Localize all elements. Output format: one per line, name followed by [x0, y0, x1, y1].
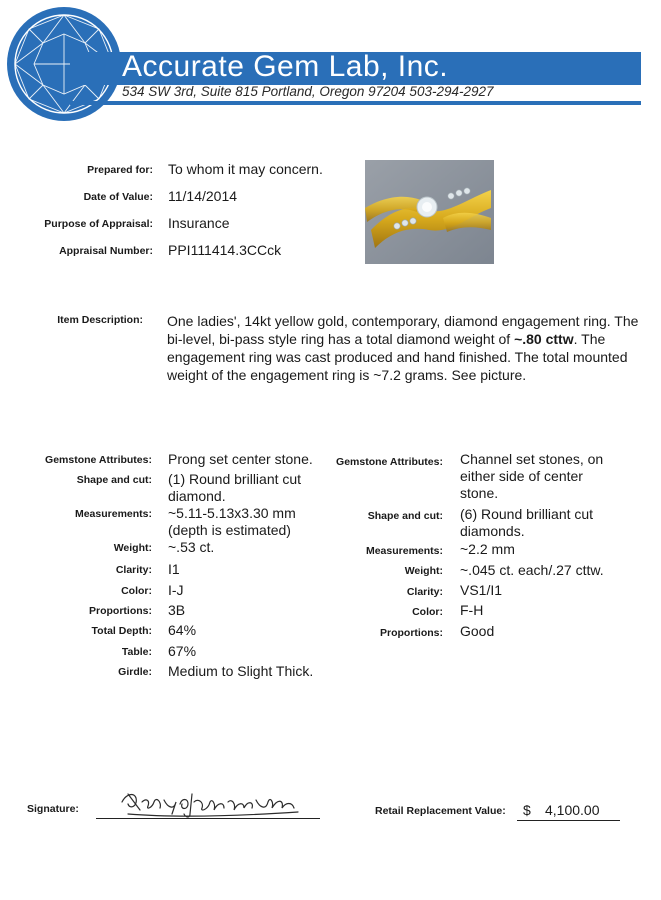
signature-line	[96, 818, 320, 819]
side-measurements-value: ~2.2 mm	[460, 541, 515, 557]
center-measurements-label: Measurements:	[74, 508, 152, 520]
purpose-label: Purpose of Appraisal:	[44, 218, 153, 230]
side-shape-line1: (6) Round brilliant cut	[460, 506, 594, 522]
side-shape-label: Shape and cut:	[367, 510, 443, 522]
center-attributes-label: Gemstone Attributes:	[45, 454, 152, 466]
center-weight-value: ~.53 ct.	[168, 539, 215, 555]
side-color-value: F-H	[460, 602, 484, 618]
appraisal-number-label: Appraisal Number:	[59, 245, 153, 257]
side-weight-value: ~.045 ct. each/.27 cttw.	[460, 562, 604, 578]
center-shape-label: Shape and cut:	[76, 474, 152, 486]
item-description	[167, 312, 647, 384]
center-weight-label: Weight:	[113, 542, 152, 554]
date-label: Date of Value:	[83, 191, 153, 203]
center-girdle-label: Girdle:	[118, 666, 152, 678]
company-name: Accurate Gem Lab, Inc.	[122, 50, 449, 83]
retail-value-label: Retail Replacement Value:	[375, 805, 506, 817]
center-measurements-line2: (depth is estimated)	[168, 522, 291, 538]
ring-photo-icon	[365, 160, 494, 264]
item-description-label: Item Description:	[57, 314, 143, 326]
date-value: 11/14/2014	[168, 188, 238, 204]
prepared-for-value: To whom it may concern.	[168, 161, 323, 177]
center-shape-line1: (1) Round brilliant cut	[168, 471, 302, 487]
appraisal-number-value: PPI111414.3CCck	[168, 242, 282, 258]
center-table-label: Table:	[121, 646, 152, 658]
header-rule	[70, 101, 641, 105]
side-clarity-label: Clarity:	[406, 586, 443, 598]
side-color-label: Color:	[412, 606, 443, 618]
center-proportions-value: 3B	[168, 602, 186, 618]
center-clarity-label: Clarity:	[115, 564, 152, 576]
side-weight-label: Weight:	[404, 565, 443, 577]
currency-symbol: $	[523, 802, 531, 818]
center-measurements-line1: ~5.11-5.13x3.30 mm	[168, 505, 296, 521]
center-table-value: 67%	[168, 643, 197, 659]
side-attributes-line2: either side of center	[460, 468, 583, 484]
center-girdle-value: Medium to Slight Thick.	[168, 663, 314, 679]
prepared-for-label: Prepared for:	[87, 164, 153, 176]
retail-value-line	[517, 820, 620, 821]
center-shape-line2: diamond.	[168, 488, 226, 504]
center-color-value: I-J	[168, 582, 184, 598]
side-attributes-label: Gemstone Attributes:	[336, 456, 443, 468]
retail-value: 4,100.00	[545, 802, 600, 818]
side-attributes-line1: Channel set stones, on	[460, 451, 604, 467]
side-clarity-value: VS1/I1	[460, 582, 503, 598]
side-proportions-label: Proportions:	[380, 627, 443, 639]
center-clarity-value: I1	[168, 561, 180, 577]
description-text-bold: ~.80 cttw	[514, 331, 574, 347]
description-text-1: One ladies', 14kt yellow gold, contemporary, diamond engagement ring. The bi-level, bi-pass style ring has a total diamond weight of	[167, 313, 639, 347]
center-proportions-label: Proportions:	[89, 605, 152, 617]
description-text-2: . The engagement ring was cast produced and hand finished. The total mounted weight of the engagement ring is ~7.2 grams. See picture.	[167, 331, 628, 383]
center-depth-value: 64%	[168, 622, 197, 638]
purpose-value: Insurance	[168, 215, 230, 231]
center-attributes-value: Prong set center stone.	[168, 451, 313, 467]
company-address: 534 SW 3rd, Suite 815 Portland, Oregon 97204 503-294-2927	[122, 84, 494, 99]
side-shape-line2: diamonds.	[460, 523, 525, 539]
side-proportions-value: Good	[460, 623, 495, 639]
center-color-label: Color:	[121, 585, 152, 597]
handwritten-signature	[118, 780, 308, 822]
side-attributes-line3: stone.	[460, 485, 499, 501]
side-measurements-label: Measurements:	[365, 545, 443, 557]
center-depth-label: Total Depth:	[91, 625, 152, 637]
signature-label: Signature:	[27, 803, 79, 815]
